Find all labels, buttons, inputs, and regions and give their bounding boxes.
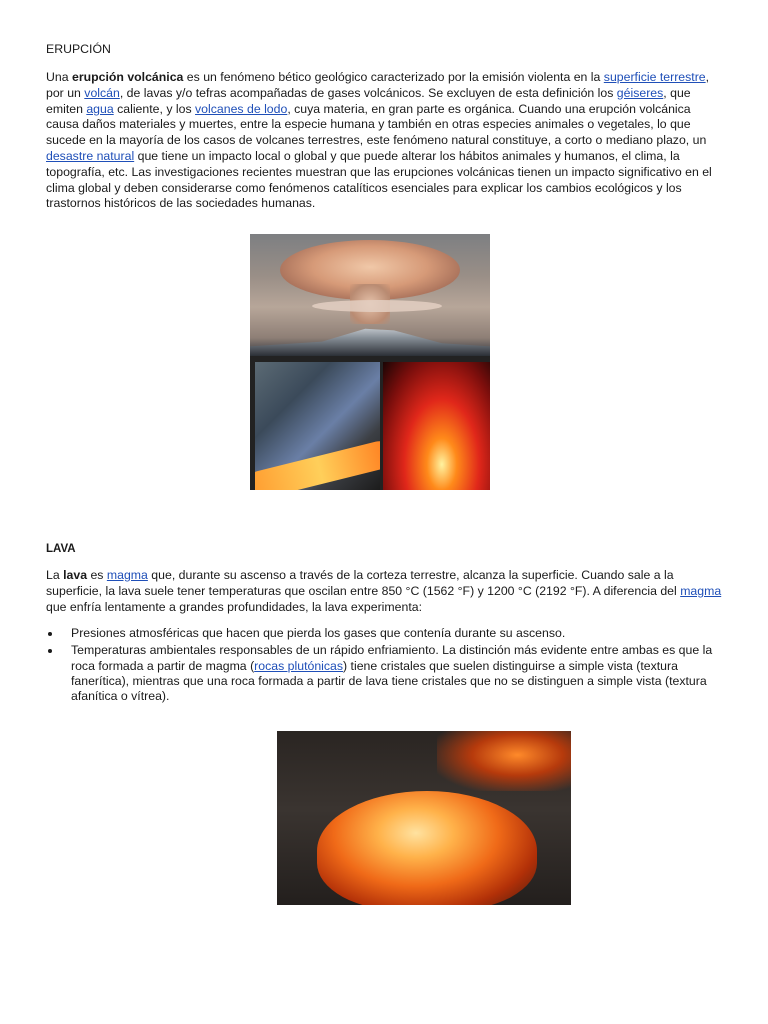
link-geiseres[interactable]: géiseres xyxy=(616,85,664,100)
text-run: que, durante su ascenso a través de la corteza terrestre, alcanza la superficie. Cuando sale a la superficie, la lava suele tener temperaturas que oscilan entre 850 °C (1562 °F) y 1200 °C (2192 °F). A diferencia del xyxy=(46,568,681,598)
lava-fountain-photo xyxy=(383,362,490,490)
volcano-mountain xyxy=(250,324,490,356)
text-run: , de lavas y/o tefras acompañadas de gases volcánicos. Se excluyen de esta definición los xyxy=(119,85,617,100)
cloud-ring xyxy=(312,300,442,312)
link-agua[interactable]: agua xyxy=(86,101,114,116)
link-volcan[interactable]: volcán xyxy=(84,85,120,100)
lava-stream xyxy=(255,438,380,490)
text-run: Una xyxy=(46,70,72,84)
text-run: es xyxy=(87,568,107,582)
text-run: que tiene un impacto local o global y que puede alterar los hábitos animales y humanos, el clima, la topografía, etc. Las investigaciones recientes muestran que las erupciones volcánicas tienen un impacto significativo en el clima global y deben considerarse como fenómenos catalíticos esenciales para explicar los cambios ecológicos y los trastornos históricos de las sociedades humanas. xyxy=(46,148,712,211)
lava-bullet-list xyxy=(46,626,726,706)
text-run: es un fenómeno bético geológico caracterizado por la emisión violenta en la xyxy=(183,70,604,84)
text-run: , cuya materia, en gran parte es orgánica. Cuando una erupción volcánica causa daños materiales y muertes, entre la especie humana y también en otras especies animales o vegetales, lo que sucede en la mayoría de los casos de volcanes terrestres, este fenómeno natural constituye, a corto o mediano plazo, un xyxy=(46,101,707,148)
bold-term-erupcion: erupción volcánica xyxy=(71,70,184,84)
text-run: , que emiten xyxy=(46,85,691,116)
document-page xyxy=(46,40,726,212)
link-rocas-plutonicas[interactable]: rocas plutónicas xyxy=(254,658,344,673)
section-heading-erupcion: ERUPCIÓN xyxy=(46,42,111,56)
list-item-text: Temperaturas ambientales responsables de un rápido enfriamiento. La distinción más evidente entre ambas es que la roca formada a partir de magma ( xyxy=(71,643,713,673)
link-magma[interactable]: magma xyxy=(106,568,148,582)
lava-glow xyxy=(437,731,571,791)
link-superficie-terrestre[interactable]: superficie terrestre xyxy=(603,70,706,84)
text-run: La xyxy=(46,568,64,582)
bold-term-lava: lava xyxy=(63,568,88,582)
text-run: que enfría lentamente a grandes profundidades, la lava experimenta: xyxy=(46,599,422,614)
list-item xyxy=(46,643,726,704)
ash-cloud-photo xyxy=(250,234,490,356)
text-run: , por un xyxy=(46,70,710,100)
lava-section xyxy=(46,540,726,615)
link-desastre-natural[interactable]: desastre natural xyxy=(46,148,135,163)
link-magma[interactable]: magma xyxy=(680,583,722,598)
lava-photo xyxy=(277,731,571,905)
text-run: caliente, y los xyxy=(113,101,196,116)
link-volcanes-de-lodo[interactable]: volcanes de lodo xyxy=(195,101,288,116)
list-item-text: ) tiene cristales que suelen distinguirse a simple vista (textura fanerítica), mientras que una roca formada a partir de lava tiene cristales que no se distinguen a simple vista (textura afanítica o vítrea). xyxy=(71,658,707,704)
list-item xyxy=(46,626,726,641)
bullet-icon xyxy=(48,632,52,636)
list-item-text: Presiones atmosféricas que hacen que pierda los gases que contenía durante su ascenso. xyxy=(71,626,566,640)
bullet-icon xyxy=(48,649,52,653)
eruption-collage-image xyxy=(250,234,490,490)
lava-paragraph xyxy=(46,568,726,615)
section-heading-lava: LAVA xyxy=(46,543,76,555)
erupcion-paragraph xyxy=(46,70,726,212)
lava-flow-forest-photo xyxy=(255,362,380,490)
molten-lava-lobe xyxy=(317,791,537,905)
